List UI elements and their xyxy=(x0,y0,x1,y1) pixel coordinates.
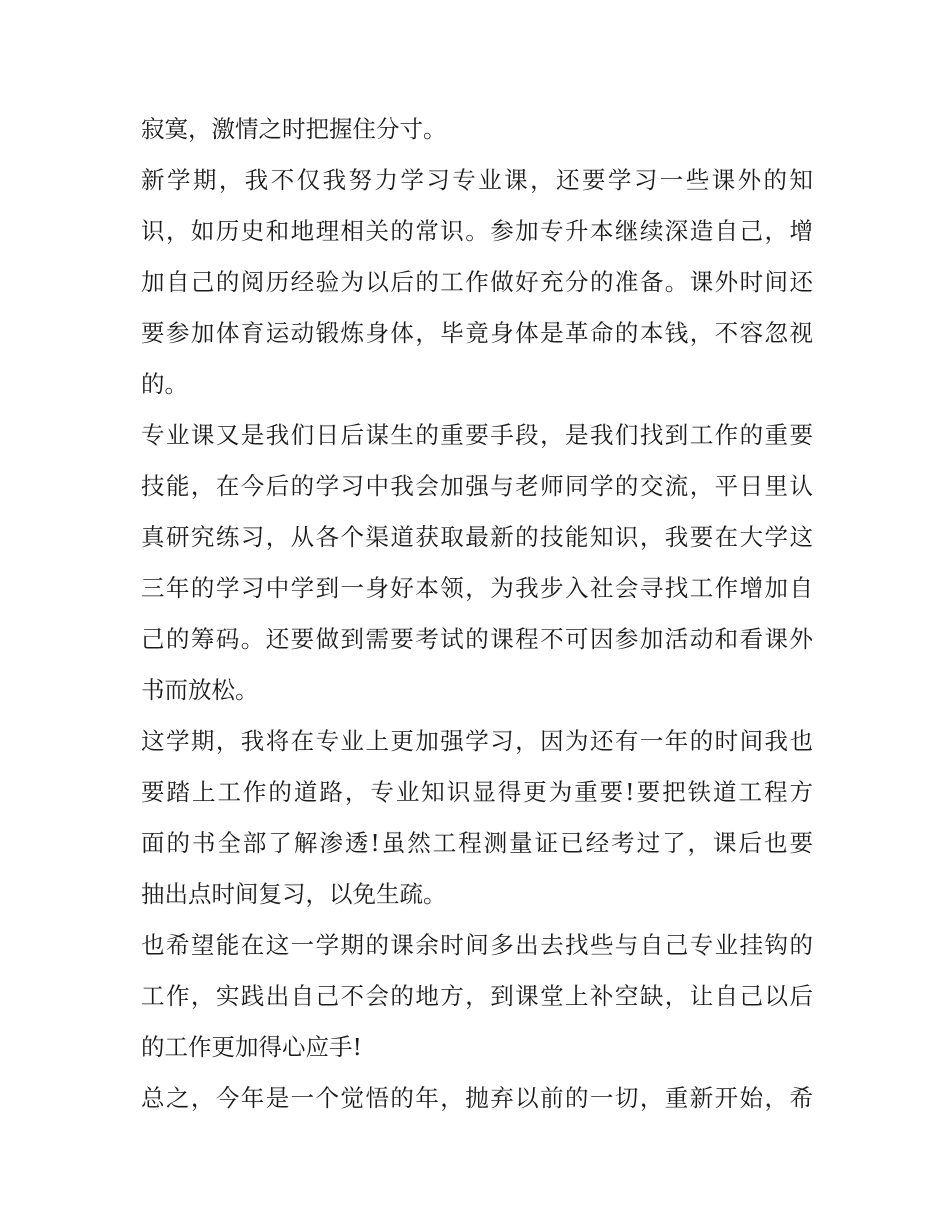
text-line: 要参加体育运动锻炼身体，毕竟身体是革命的本钱，不容忽视 xyxy=(141,319,813,347)
text-line: 新学期，我不仅我努力学习专业课，还要学习一些课外的知 xyxy=(141,166,813,194)
document-body xyxy=(141,104,813,1124)
text-line: 识，如历史和地理相关的常识。参加专升本继续深造自己，增 xyxy=(141,217,813,245)
text-line: 己的筹码。还要做到需要考试的课程不可因参加活动和看课外 xyxy=(141,625,813,653)
text-line: 总之，今年是一个觉悟的年，抛弃以前的一切，重新开始，希 xyxy=(141,1084,813,1112)
text-line: 也希望能在这一学期的课余时间多出去找些与自己专业挂钩的 xyxy=(141,931,813,959)
text-line: 专业课又是我们日后谋生的重要手段，是我们找到工作的重要 xyxy=(141,421,813,449)
text-line: 技能，在今后的学习中我会加强与老师同学的交流，平日里认 xyxy=(141,472,813,500)
text-line: 抽出点时间复习，以免生疏。 xyxy=(141,880,447,908)
text-line: 面的书全部了解渗透!虽然工程测量证已经考过了，课后也要 xyxy=(141,829,813,857)
text-line: 三年的学习中学到一身好本领，为我步入社会寻找工作增加自 xyxy=(141,574,813,602)
text-line: 这学期，我将在专业上更加强学习，因为还有一年的时间我也 xyxy=(141,727,813,755)
text-line: 寂寞，激情之时把握住分寸。 xyxy=(141,115,447,143)
text-line: 真研究练习，从各个渠道获取最新的技能知识，我要在大学这 xyxy=(141,523,813,551)
text-line: 书而放松。 xyxy=(141,676,259,704)
text-line: 的工作更加得心应手! xyxy=(141,1033,362,1061)
text-line: 工作，实践出自己不会的地方，到课堂上补空缺，让自己以后 xyxy=(141,982,813,1010)
text-line: 的。 xyxy=(141,370,188,398)
text-line: 要踏上工作的道路，专业知识显得更为重要!要把铁道工程方 xyxy=(141,778,813,806)
text-line: 加自己的阅历经验为以后的工作做好充分的准备。课外时间还 xyxy=(141,268,813,296)
